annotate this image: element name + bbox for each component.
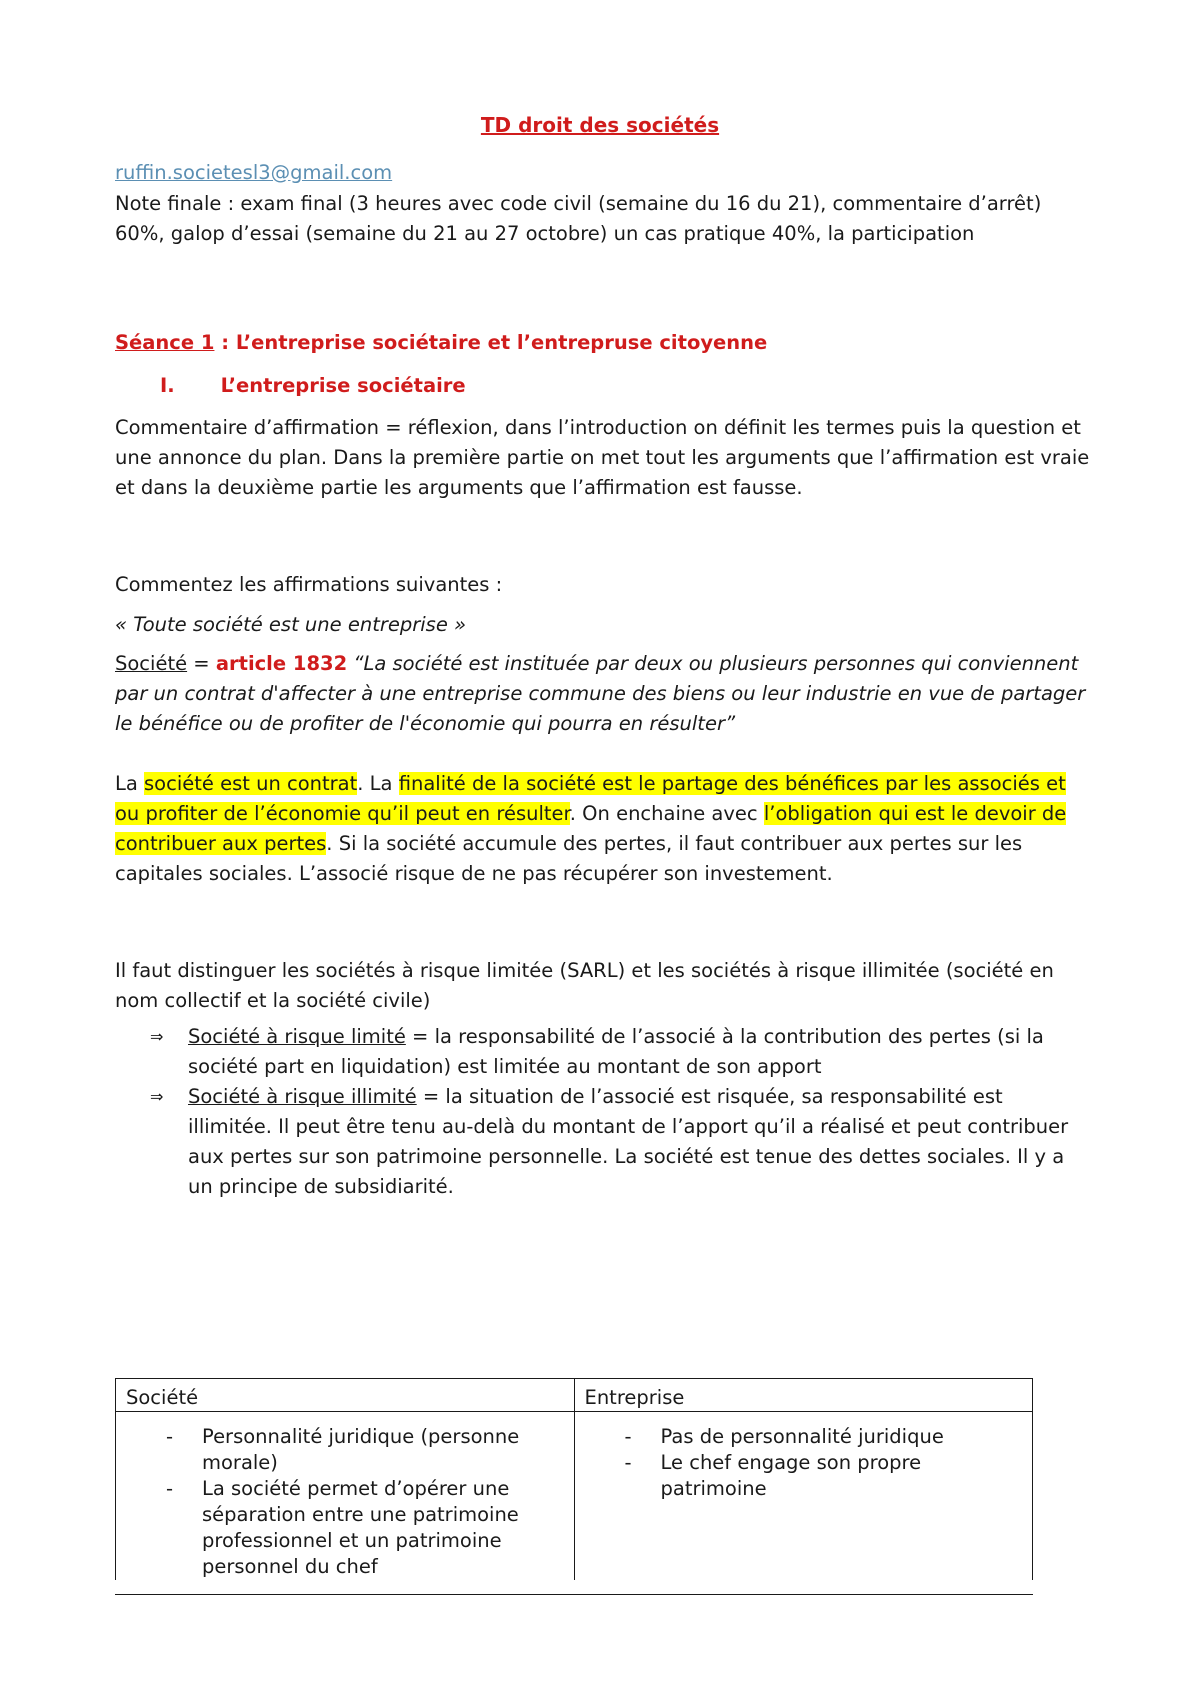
arrow-icon: ⇒ bbox=[150, 1087, 164, 1106]
table-header-row bbox=[116, 1379, 1033, 1412]
email-link[interactable]: ruffin.societesl3@gmail.com bbox=[115, 161, 393, 184]
bullet-text: = la responsabilité de l’associé à la contribution des pertes (si la société part en liquidation) est limitée au montant de son apport bbox=[188, 1025, 1044, 1078]
contrat-highlight-3: l’obligation qui est le devoir de contribuer aux pertes bbox=[115, 802, 1067, 855]
seance-label: Séance 1 bbox=[115, 331, 215, 354]
contrat-highlight-2: finalité de la société est le partage des bénéfices par les associés et ou profiter de l’économie qu’il peut en résulter bbox=[115, 772, 1066, 825]
table-cell-societe bbox=[116, 1412, 575, 1581]
table-header-entreprise: Entreprise bbox=[574, 1379, 1033, 1412]
table-bottom-border bbox=[115, 1594, 1033, 1595]
article-equals: = bbox=[187, 652, 216, 675]
article-quote: “La société est instituée par deux ou plusieurs personnes qui conviennent par un contrat d'affecter à une entreprise commune des biens ou leur industrie en vue de partager le bénéfice ou de profiter de l'économie qui pourra en résulter” bbox=[115, 652, 1086, 735]
note-finale: Note finale : exam final (3 heures avec code civil (semaine du 16 du 21), commentaire d’arrêt) 60%, galop d’essai (semaine du 21 au 27 octobre) un cas pratique 40%, la participation bbox=[115, 192, 1042, 245]
list-item: - Personnalité juridique (personne morale) bbox=[166, 1424, 564, 1476]
table-cell-entreprise bbox=[574, 1412, 1033, 1581]
table-header-societe: Société bbox=[116, 1379, 575, 1412]
citation: « Toute société est une entreprise » bbox=[115, 613, 467, 636]
section-heading bbox=[160, 371, 1060, 401]
page-title: TD droit des sociétés bbox=[480, 113, 720, 137]
table-row bbox=[116, 1412, 1033, 1581]
article-paragraph bbox=[115, 649, 1095, 739]
commentaire-definition: Commentaire d’affirmation = réflexion, dans l’introduction on définit les termes puis la question et une annonce du plan. Dans la première partie on met tout les arguments que l’affirmation est vraie et dans la deuxième partie les arguments que l’affirmation est fausse. bbox=[115, 416, 1090, 499]
bullet-text: = la situation de l’associé est risquée, sa responsabilité est illimitée. Il peut être tenu au-delà du montant de l’apport qu’il a réalisé et peut contribuer aux pertes sur son patrimoine personnelle. La société est tenue des dettes sociales. Il y a un principe de subsidiarité. bbox=[188, 1085, 1069, 1198]
bullet-term: Société à risque illimité bbox=[188, 1085, 417, 1108]
comparison-table bbox=[115, 1378, 1033, 1580]
bullet-risque-limite bbox=[150, 1022, 1090, 1082]
contrat-highlight-1: société est un contrat bbox=[144, 772, 358, 795]
article-term: Société bbox=[115, 652, 188, 675]
list-item: - La société permet d’opérer une séparation entre une patrimoine professionnel et un patrimoine personnel du chef bbox=[166, 1476, 564, 1580]
list-item: - Le chef engage son propre patrimoine bbox=[625, 1450, 1023, 1502]
bullet-term: Société à risque limité bbox=[188, 1025, 406, 1048]
contrat-text-1: La bbox=[115, 772, 145, 795]
arrow-icon: ⇒ bbox=[150, 1027, 164, 1046]
list-item: - Pas de personnalité juridique bbox=[625, 1424, 1023, 1450]
bullet-risque-illimite bbox=[150, 1082, 1090, 1202]
contrat-text-2: . La bbox=[357, 772, 399, 795]
seance-title: : L’entreprise sociétaire et l’entrepruse citoyenne bbox=[214, 331, 768, 354]
commentez-line: Commentez les affirmations suivantes : bbox=[115, 573, 503, 596]
article-ref: article 1832 bbox=[215, 652, 348, 675]
seance-heading bbox=[115, 328, 1095, 358]
contrat-text-4: . Si la société accumule des pertes, il faut contribuer aux pertes sur les capitales sociales. L’associé risque de ne pas récupérer son investement. bbox=[115, 832, 1023, 885]
section-title: L’entreprise sociétaire bbox=[220, 374, 466, 397]
contrat-text-3: . On enchaine avec bbox=[569, 802, 764, 825]
section-numeral: I. bbox=[160, 374, 175, 397]
email-line bbox=[115, 158, 1095, 188]
distinguer-paragraph: Il faut distinguer les sociétés à risque limitée (SARL) et les sociétés à risque illimitée (société en nom collectif et la société civile) bbox=[115, 959, 1054, 1012]
contrat-paragraph bbox=[115, 769, 1095, 889]
